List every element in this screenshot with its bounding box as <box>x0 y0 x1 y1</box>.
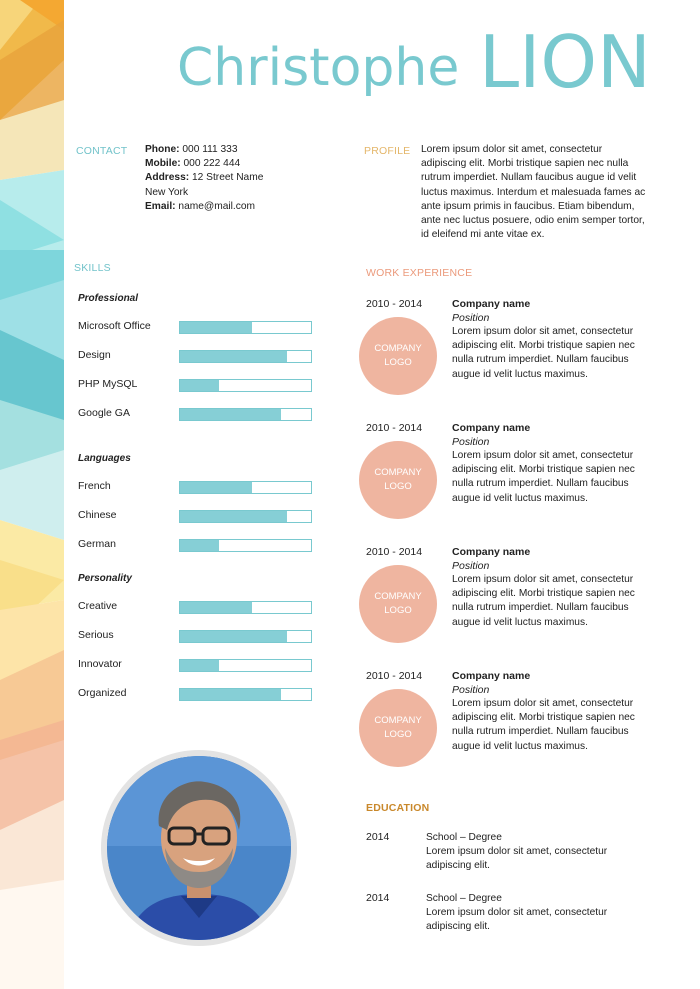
skill-level-fill <box>180 689 281 700</box>
job-years: 2010 - 2014 <box>366 546 423 558</box>
company-logo-text: COMPANY LOGO <box>374 467 422 492</box>
job-description-line: Lorem ipsum dolor sit amet, consectetur <box>452 326 634 337</box>
job-years: 2010 - 2014 <box>366 670 423 682</box>
skill-label: Organized <box>78 687 127 699</box>
phone-label: Phone: <box>145 144 180 155</box>
address-line2: New York <box>145 186 189 198</box>
company-logo-text: COMPANY LOGO <box>374 715 422 740</box>
job-years: 2010 - 2014 <box>366 422 423 434</box>
education-year: 2014 <box>366 831 390 843</box>
portrait-photo <box>101 750 297 946</box>
skill-level-fill <box>180 482 252 493</box>
education-heading: EDUCATION <box>366 802 430 814</box>
skill-group-title: Professional <box>78 293 139 304</box>
job-description-line: nulla rutrum imperdiet. Nullam faucibus <box>452 726 629 738</box>
phone-value: 000 111 333 <box>182 144 238 155</box>
profile-line: rutrum imperdiet. Nullam faucibus augue id velit <box>421 172 637 184</box>
mobile-label: Mobile: <box>145 158 181 170</box>
email-value: name@mail.com <box>178 200 256 212</box>
skill-group-title: Languages <box>78 453 131 464</box>
portrait-illustration <box>107 756 291 940</box>
job-position: Position <box>452 560 490 572</box>
company-logo <box>359 565 437 643</box>
company-logo-text: COMPANY LOGO <box>374 343 422 368</box>
decorative-side-strip <box>0 0 64 989</box>
skill-level-bar <box>179 601 312 614</box>
job-description <box>452 573 682 630</box>
job-position: Position <box>452 312 490 324</box>
skill-label: Serious <box>78 629 114 641</box>
profile-line: ante ipsum primis in faucibus. Etiam bibendum, <box>421 200 635 212</box>
skill-label: German <box>78 538 116 550</box>
profile-line: id eleifend mi ante vitae ex. <box>421 229 545 241</box>
skill-level-bar <box>179 630 312 643</box>
profile-line: ante nec luctus posuere, odio enim semper tortor, <box>421 215 645 227</box>
company-name: Company name <box>452 422 531 434</box>
company-name: Company name <box>452 546 531 558</box>
first-name: Christophe <box>177 38 460 98</box>
skill-level-fill <box>180 380 219 391</box>
address-label: Address: <box>145 172 190 184</box>
job-description-line: nulla rutrum imperdiet. Nullam faucibus <box>452 354 629 366</box>
skill-level-bar <box>179 510 312 523</box>
job-description-line: Lorem ipsum dolor sit amet, consectetur <box>452 574 634 585</box>
education-description <box>426 906 666 934</box>
job-description-line: Lorem ipsum dolor sit amet, consectetur <box>452 450 634 461</box>
skill-level-fill <box>180 660 219 671</box>
address-line1: 12 Street Name <box>192 172 264 184</box>
last-name: LION <box>479 20 651 104</box>
company-logo <box>359 317 437 395</box>
education-description <box>426 845 666 873</box>
skill-label: Microsoft Office <box>78 320 151 332</box>
company-logo <box>359 441 437 519</box>
job-description-line: adipiscing elit. Morbi tristique sapien nec <box>452 712 635 724</box>
company-name: Company name <box>452 298 531 310</box>
skill-label: French <box>78 480 111 492</box>
skills-heading: SKILLS <box>74 262 111 274</box>
skill-label: Innovator <box>78 658 122 670</box>
contact-heading: CONTACT <box>76 145 128 157</box>
job-description <box>452 697 682 754</box>
profile-text <box>421 143 671 242</box>
job-years: 2010 - 2014 <box>366 298 423 310</box>
job-description-line: augue id velit luctus maximus. <box>452 492 588 504</box>
skill-level-fill <box>180 602 252 613</box>
job-description-line: augue id velit luctus maximus. <box>452 740 588 752</box>
job-description-line: adipiscing elit. Morbi tristique sapien nec <box>452 340 635 352</box>
skill-level-bar <box>179 659 312 672</box>
skill-level-bar <box>179 408 312 421</box>
profile-line: adipiscing elit. Morbi tristique sapien nec nulla <box>421 158 629 170</box>
job-description-line: augue id velit luctus maximus. <box>452 616 588 628</box>
job-description <box>452 449 682 506</box>
skill-level-bar <box>179 321 312 334</box>
education-description-line: adipiscing elit. <box>426 860 490 872</box>
skill-label: Design <box>78 349 111 361</box>
company-logo-text: COMPANY LOGO <box>374 591 422 616</box>
skill-label: Google GA <box>78 407 130 419</box>
profile-line: Lorem ipsum dolor sit amet, consectetur <box>421 144 603 155</box>
job-description-line: adipiscing elit. Morbi tristique sapien nec <box>452 588 635 600</box>
skill-level-fill <box>180 322 252 333</box>
profile-heading: PROFILE <box>364 145 411 157</box>
education-degree: School – Degree <box>426 893 502 904</box>
company-logo <box>359 689 437 767</box>
skill-level-bar <box>179 379 312 392</box>
education-description-line: Lorem ipsum dolor sit amet, consectetur <box>426 846 608 857</box>
profile-line: luctus maximus. Interdum et malesuada fames ac <box>421 186 646 198</box>
skill-level-fill <box>180 540 219 551</box>
skill-level-fill <box>180 631 287 642</box>
skill-level-bar <box>179 539 312 552</box>
job-description-line: adipiscing elit. Morbi tristique sapien nec <box>452 464 635 476</box>
work-experience-heading: WORK EXPERIENCE <box>366 267 473 279</box>
skill-level-fill <box>180 409 281 420</box>
job-description-line: augue id velit luctus maximus. <box>452 368 588 380</box>
email-label: Email: <box>145 200 176 212</box>
education-description-line: Lorem ipsum dolor sit amet, consectetur <box>426 907 608 918</box>
job-description-line: nulla rutrum imperdiet. Nullam faucibus <box>452 478 629 490</box>
skill-label: Creative <box>78 600 118 612</box>
job-description-line: nulla rutrum imperdiet. Nullam faucibus <box>452 602 629 614</box>
skill-level-fill <box>180 351 287 362</box>
skill-label: PHP MySQL <box>78 378 138 390</box>
skill-group-title: Personality <box>78 573 132 584</box>
skill-level-fill <box>180 511 287 522</box>
skill-level-bar <box>179 350 312 363</box>
education-degree: School – Degree <box>426 832 502 843</box>
contact-block <box>145 143 335 214</box>
job-description <box>452 325 682 382</box>
skill-level-bar <box>179 481 312 494</box>
mobile-value: 000 222 444 <box>183 158 241 170</box>
skill-label: Chinese <box>78 509 117 521</box>
education-description-line: adipiscing elit. <box>426 921 490 933</box>
job-position: Position <box>452 436 490 448</box>
job-description-line: Lorem ipsum dolor sit amet, consectetur <box>452 698 634 709</box>
education-year: 2014 <box>366 892 390 904</box>
company-name: Company name <box>452 670 531 682</box>
skill-level-bar <box>179 688 312 701</box>
job-position: Position <box>452 684 490 696</box>
